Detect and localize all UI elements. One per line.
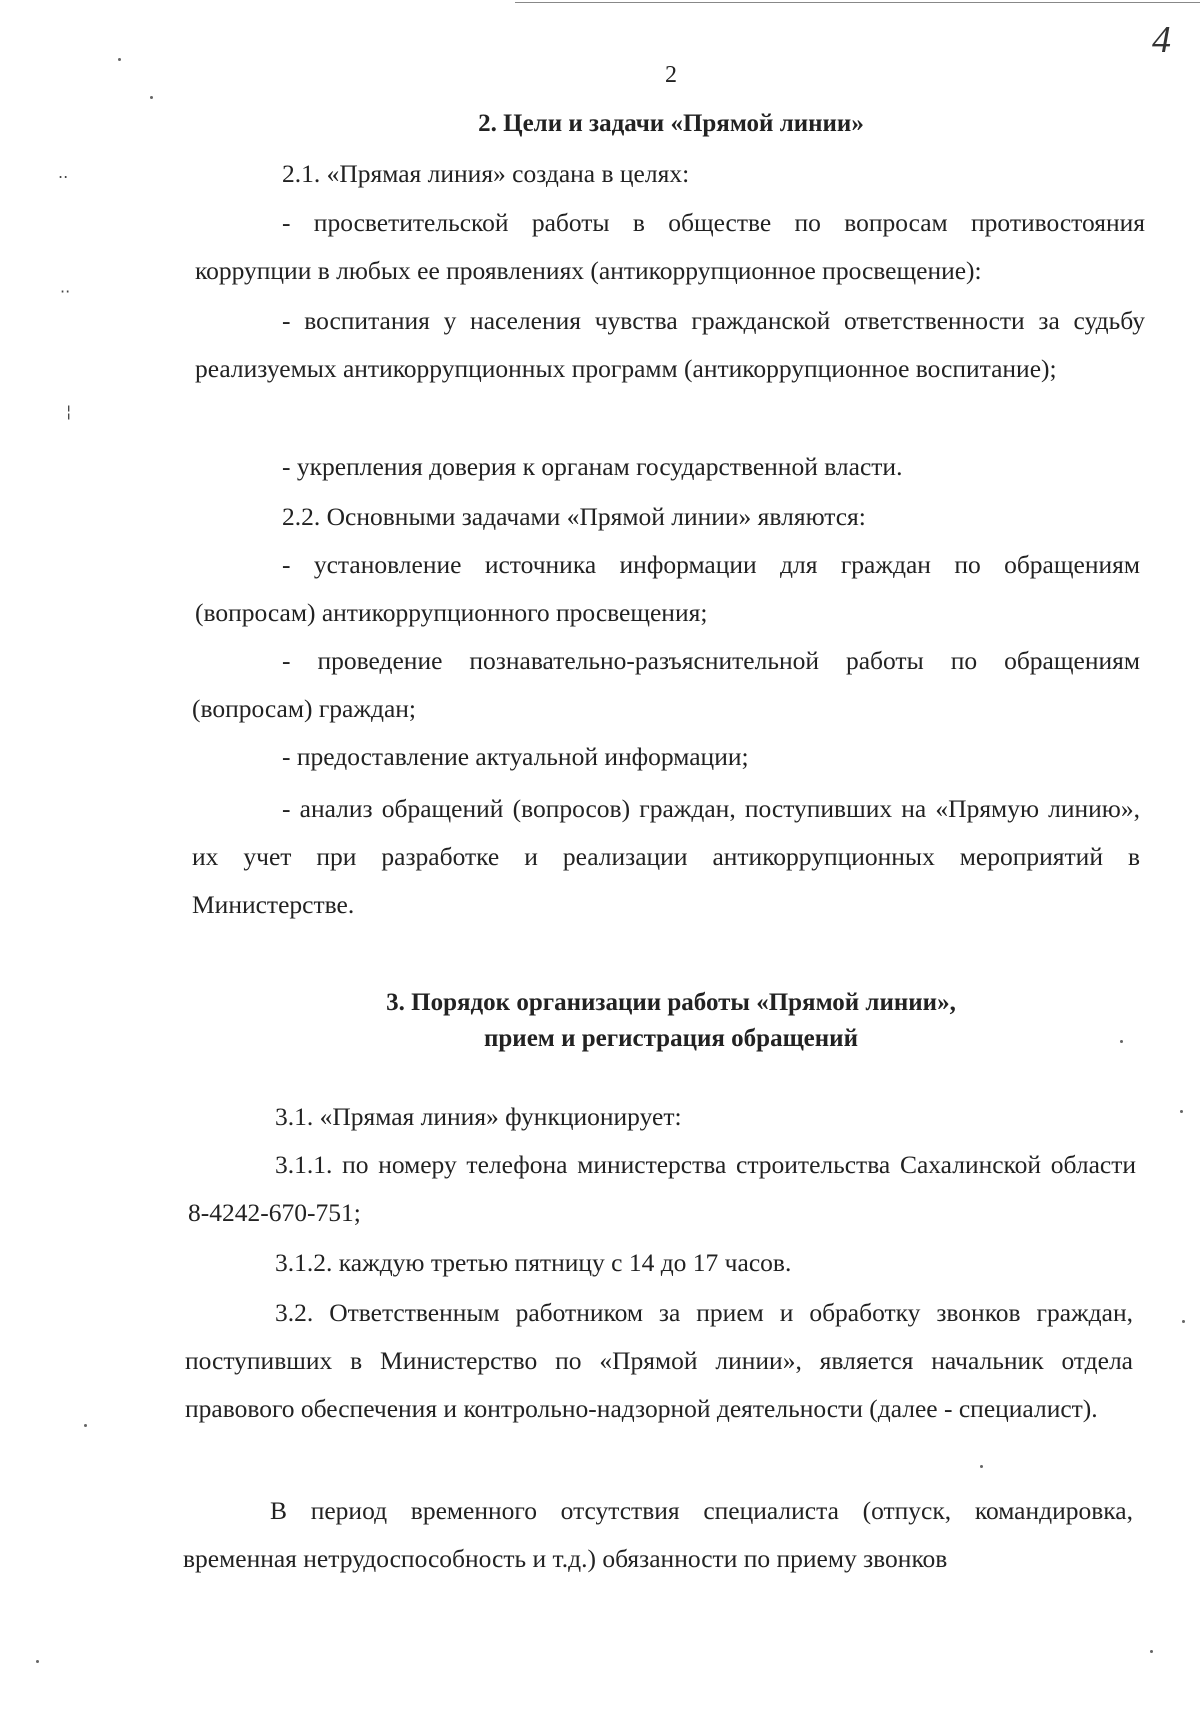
section-2-paragraph: - предоставление актуальной информации; [282, 742, 749, 771]
scan-speck [1182, 1320, 1185, 1323]
section-3-heading-line-1: 3. Порядок организации работы «Прямой линии», [386, 989, 956, 1016]
scan-speck [84, 1424, 87, 1427]
section-2-paragraph: - воспитания у населения чувства гражданской ответственности за судьбу реализуемых антикоррупционных программ (антикоррупционное воспитание); [195, 306, 1145, 383]
section-3-heading-line-2: прием и регистрация обращений [484, 1025, 858, 1052]
scan-speck [1120, 1040, 1123, 1043]
scan-speck [150, 96, 153, 99]
section-2-heading: 2. Цели и задачи «Прямой линии» [478, 110, 864, 137]
section-3-paragraph: 3.1.1. по номеру телефона министерства строительства Сахалинской области 8-4242-670-751; [188, 1150, 1136, 1227]
section-2-paragraph: - проведение познавательно-разъяснительной работы по обращениям (вопросам) граждан; [192, 646, 1140, 723]
section-2-paragraph: 2.2. Основными задачами «Прямой линии» являются: [282, 502, 866, 531]
page-number: 2 [665, 62, 677, 88]
section-2-paragraph: - установление источника информации для граждан по обращениям (вопросам) антикоррупционного просвещения; [195, 550, 1140, 627]
handwritten-sheet-number: 4 [1152, 19, 1171, 61]
scan-speck [118, 58, 121, 61]
section-2-paragraph: 2.1. «Прямая линия» создана в целях: [282, 159, 690, 188]
scan-artifact: ¦ [66, 402, 72, 421]
scan-speck [980, 1465, 983, 1468]
scan-artifact: ‧‧ [58, 168, 69, 187]
scan-artifact: ·· [60, 282, 71, 301]
top-rule [515, 2, 1200, 3]
section-2-paragraph: - анализ обращений (вопросов) граждан, поступивших на «Прямую линию», их учет при разработке и реализации антикоррупционных мероприятий в Министерстве. [192, 794, 1140, 919]
section-3-paragraph: 3.1.2. каждую третью пятницу с 14 до 17 часов. [275, 1248, 792, 1277]
section-2-paragraph: - просветительской работы в обществе по вопросам противостояния коррупции в любых ее проявлениях (антикоррупционное просвещение): [195, 208, 1145, 285]
scan-speck [1150, 1650, 1153, 1653]
section-3-paragraph: В период временного отсутствия специалиста (отпуск, командировка, временная нетрудоспособность и т.д.) обязанности по приему звонков [183, 1496, 1133, 1573]
section-2-paragraph: - укрепления доверия к органам государственной власти. [282, 452, 903, 481]
scan-speck [36, 1660, 39, 1663]
section-3-paragraph: 3.2. Ответственным работником за прием и обработку звонков граждан, поступивших в Министерство по «Прямой линии», является начальник отдела правового обеспечения и контрольно-надзорной деятельности (далее - специалист). [185, 1298, 1133, 1423]
scan-speck [1180, 1110, 1183, 1113]
section-3-paragraph: 3.1. «Прямая линия» функционирует: [275, 1102, 682, 1131]
